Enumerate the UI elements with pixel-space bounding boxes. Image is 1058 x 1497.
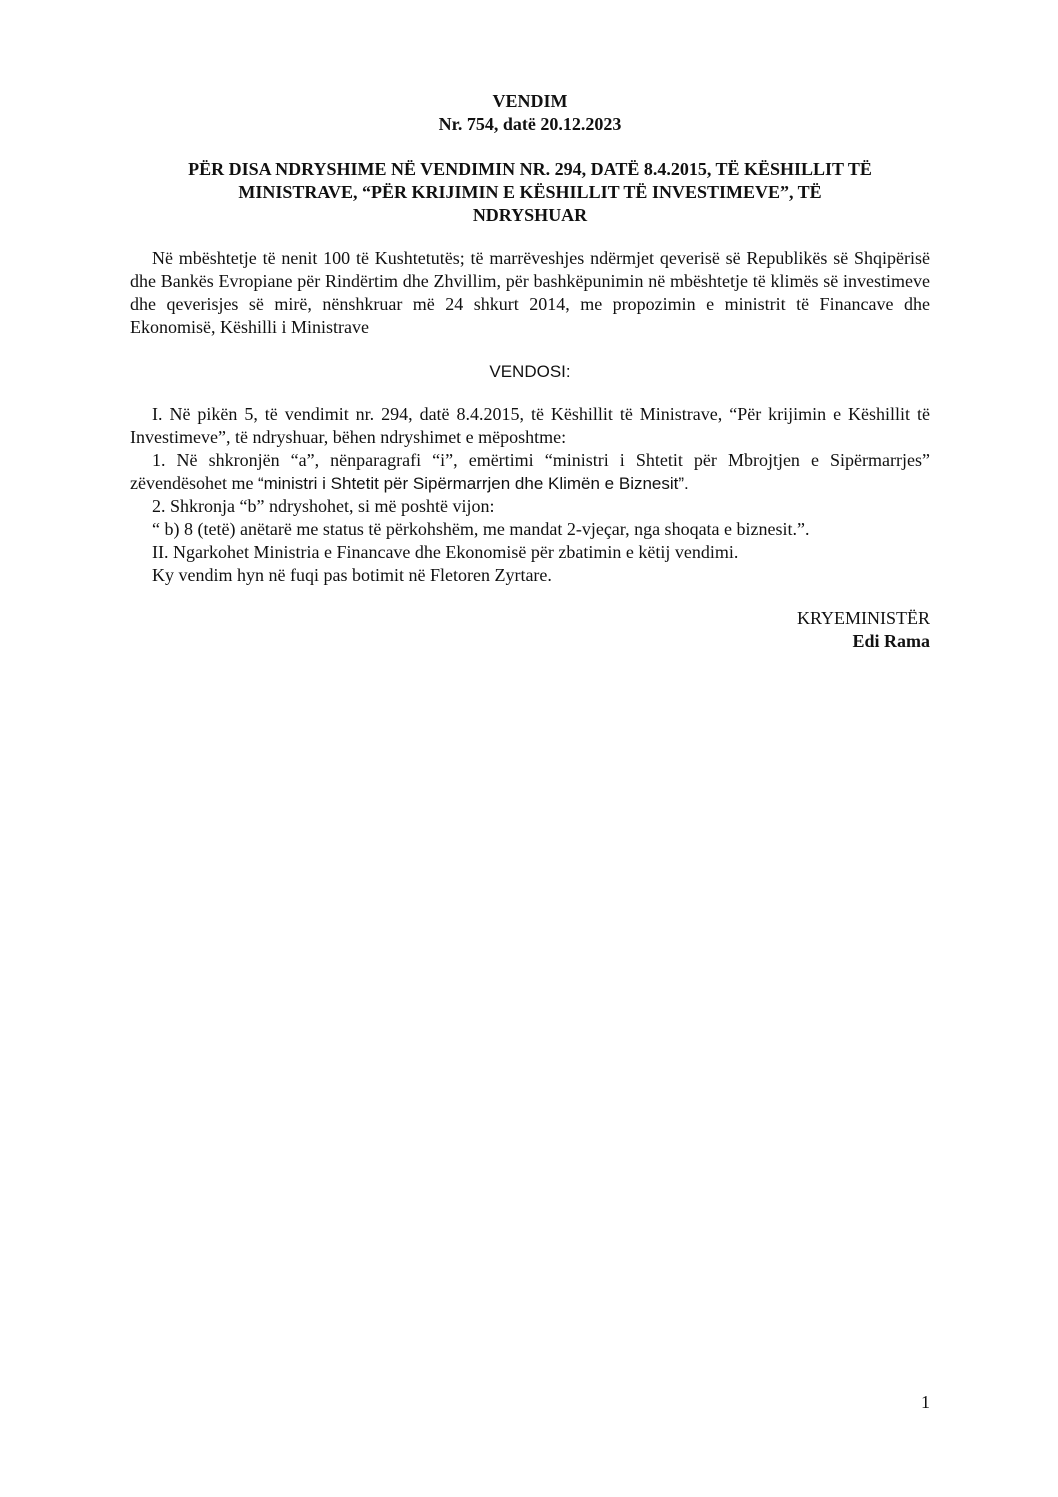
document-subject: PËR DISA NDRYSHIME NË VENDIMIN NR. 294, DATË 8.4.2015, TË KËSHILLIT TË MINISTRAVE, “PËR KRIJIMIN E KËSHILLIT TË INVESTIMEVE”, TË NDRYSHUAR — [188, 159, 872, 225]
body-paragraph-5: II. Ngarkohet Ministria e Financave dhe Ekonomisë për zbatimin e këtij vendimi. — [152, 542, 739, 562]
intro-paragraph: Në mbështetje të nenit 100 të Kushtetutës; të marrëveshjes ndërmjet qeverisë së Republikës së Shqipërisë dhe Bankës Evropiane për Rindërtim dhe Zhvillim, për bashkëpunimin në mbështetje të klimës së investimeve dhe qeverisjes së mirë, nënshkruar më 24 shkurt 2014, me propozimin e ministrit të Financave dhe Ekonomisë, Këshilli i Ministrave — [130, 248, 930, 337]
document-number-date: Nr. 754, datë 20.12.2023 — [438, 114, 622, 134]
body-paragraph-2-end: “ministri i Shtetit për Sipërmarrjen dhe Klimën e Biznesit”. — [257, 474, 689, 493]
signature-role: KRYEMINISTËR — [796, 608, 930, 628]
page-number: 1 — [921, 1392, 930, 1412]
body-paragraph-2 — [130, 449, 930, 495]
body-paragraph-2-start: 1. Në shkronjën “a”, nënparagrafi “i”, emërtimi “ministri i Shtetit për Mbrojtjen e Sipërmarrjes” zëvendësohet me — [130, 450, 930, 493]
body-paragraph-1: I. Në pikën 5, të vendimit nr. 294, datë 8.4.2015, të Këshillit të Ministrave, “Për krijimin e Këshillit të Investimeve”, të ndryshuar, bëhen ndryshimet e mëposhtme: — [130, 404, 930, 447]
body-paragraph-6: Ky vendim hyn në fuqi pas botimit në Fletoren Zyrtare. — [152, 565, 552, 585]
decision-word: VENDOSI: — [489, 362, 571, 381]
signature-name: Edi Rama — [852, 631, 930, 651]
document-content — [130, 90, 930, 653]
body-paragraph-3: 2. Shkronja “b” ndryshohet, si më poshtë vijon: — [152, 496, 495, 516]
signature-block — [130, 607, 930, 653]
document-type: VENDIM — [492, 91, 568, 111]
document-heading — [130, 90, 930, 136]
body-paragraph-4: “ b) 8 (tetë) anëtarë me status të përkohshëm, me mandat 2-vjeçar, nga shoqata e biznesit.”. — [152, 519, 810, 539]
